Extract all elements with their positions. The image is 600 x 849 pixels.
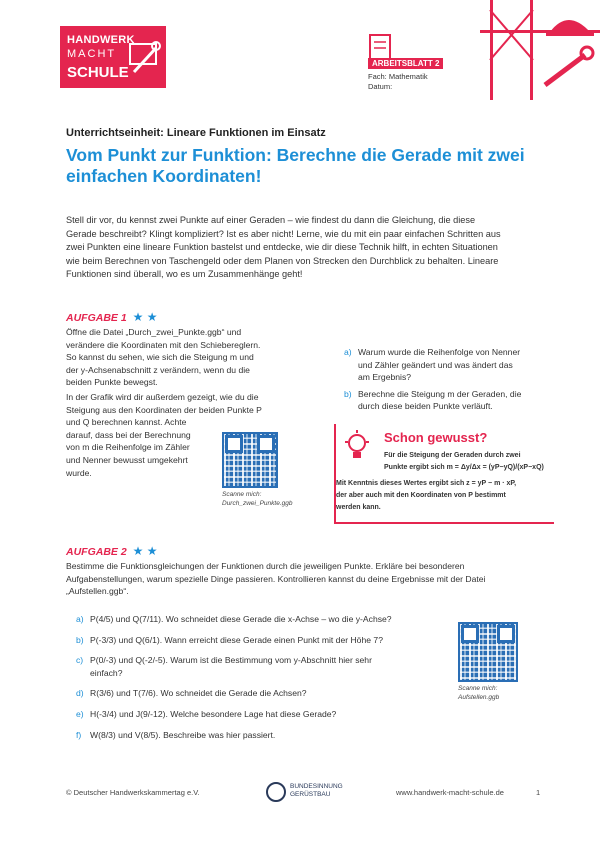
did-you-know-text — [384, 450, 552, 474]
qr-code-aufstellen[interactable] — [458, 622, 518, 682]
item-line: und Zähler geändert und was ändert das — [358, 359, 513, 370]
task1-line: Öffne die Datei „Durch_zwei_Punkte.ggb“ und — [66, 327, 242, 337]
item-letter: d) — [76, 688, 84, 699]
item-line: Berechne die Steigung m der Geraden, die — [358, 388, 522, 399]
unit-label: Unterrichtseinheit: Lineare Funktionen im Einsatz — [66, 127, 326, 139]
subject-field: Fach: Mathematik — [368, 72, 428, 81]
task1-heading — [66, 310, 157, 324]
item-line: Warum wurde die Reihenfolge von Nenner — [358, 347, 521, 357]
title-line-2: einfachen Koordinaten! — [66, 166, 262, 186]
item-letter: e) — [76, 708, 84, 719]
item-line: W(8/3) und V(8/5). Beschreibe was hier passiert. — [90, 729, 276, 740]
list-item — [344, 388, 564, 413]
item-letter: a) — [344, 347, 352, 357]
info-line: Für die Steigung der Geraden durch zwei — [384, 452, 521, 459]
star-icon: ★ ★ — [132, 310, 158, 324]
task2-heading — [66, 544, 157, 558]
ministry-logo-text — [290, 783, 343, 799]
task2-title: AUFGABE 2 — [66, 546, 127, 558]
task1-line: beiden Punkte bewegst. — [66, 377, 158, 388]
item-line: P(4/5) und Q(7/11). Wo schneidet diese Gerade die x-Achse – wo die y-Achse? — [90, 614, 392, 624]
lightbulb-icon — [344, 430, 370, 464]
title-line-1: Vom Punkt zur Funktion: Berechne die Gerade mit zwei — [66, 145, 525, 165]
task1-line: verändere die Koordinaten mit den Schiebereglern. — [66, 339, 261, 350]
qr-caption-line: Scanne mich: — [222, 491, 262, 498]
item-line: P(0/-3) und Q(-2/-5). Warum ist die Bestimmung vom y-Abschnitt hier sehr — [90, 655, 372, 666]
page-title — [66, 145, 566, 187]
task2-intro-line: Aufgabenstellungen, warum spezielle Dinge passieren. Kontrollieren kannst du deine Ergebnisse mit der Datei — [66, 573, 486, 584]
list-item — [76, 687, 456, 700]
list-item — [76, 634, 456, 647]
task1-line: In der Grafik wird dir außerdem gezeigt, wie du die — [66, 391, 259, 402]
task1-line: von m die Reihenfolge im Zähler — [66, 442, 190, 453]
brand-logo — [60, 26, 166, 88]
qr-caption — [222, 490, 292, 508]
intro-line: zwei Punkten eine lineare Funktion bastelst und entdecke, wie dir diese Technik hilft, in echten Situationen — [66, 242, 498, 252]
footer-website-link[interactable]: www.handwerk-macht-schule.de — [396, 788, 504, 797]
task2-intro-line: „Aufstellen.ggb“. — [66, 586, 129, 597]
logo-line-3: SCHULE — [67, 64, 129, 81]
task1-line: wurde. — [66, 467, 92, 478]
did-you-know-title: Schon gewusst? — [384, 430, 488, 445]
item-letter: c) — [76, 655, 84, 666]
task1-line: darauf, dass bei der Berechnung — [66, 429, 191, 440]
ministry-line: GERÜSTBAU — [290, 791, 331, 798]
logo-line-1: HANDWERK — [67, 34, 135, 46]
intro-line: wie beim Berechnen von Taschengeld oder dem Planen von Strecken den Durchblick zu behalten. Lineare — [66, 255, 499, 266]
info-line: werden kann. — [336, 504, 381, 511]
item-line: R(3/6) und T(7/6). Wo schneidet die Gerade die Achsen? — [90, 688, 307, 699]
intro-line: Stell dir vor, du kennst zwei Punkte auf einer Geraden – wie findest du dann die Gleichung, die diese — [66, 215, 476, 225]
qr-caption — [458, 684, 499, 702]
info-line: der aber auch mit den Koordinaten von P bestimmt — [336, 492, 506, 499]
task1-questions — [344, 346, 564, 413]
item-letter: b) — [344, 388, 352, 399]
intro-line: Gerade beschreibt? Klingt kompliziert? Ist es aber nicht! Lerne, wie du mit ein paar einfachen Schritten aus — [66, 228, 501, 239]
ministry-seal-icon — [266, 782, 286, 802]
qr-caption-line: Aufstellen.ggb — [458, 694, 500, 701]
task1-title: AUFGABE 1 — [66, 312, 127, 324]
task1-line: So kannst du sehen, wie sich die Steigung m und — [66, 352, 254, 363]
task1-line: und Q berechnen kannst. Achte — [66, 417, 187, 428]
list-item — [76, 613, 456, 626]
page-number: 1 — [536, 788, 541, 797]
did-you-know-text-2 — [336, 478, 552, 514]
did-you-know-box — [334, 424, 554, 524]
list-item — [76, 729, 456, 742]
info-line: Punkte ergibt sich m = Δy/Δx = (yP−yQ)/(xP−xQ) — [384, 464, 544, 471]
item-letter: a) — [76, 614, 84, 624]
item-letter: f) — [76, 729, 82, 740]
list-item — [76, 654, 456, 679]
date-field: Datum: — [368, 82, 393, 91]
task1-line: der y-Achsenabschnitt z verändern, wenn du die — [66, 364, 250, 375]
item-line: einfach? — [90, 667, 123, 678]
item-line: P(-3/3) und Q(6/1). Wann erreicht diese Gerade einen Punkt mit der Höhe 7? — [90, 634, 383, 645]
ministry-line: BUNDESINNUNG — [290, 783, 343, 790]
list-item — [344, 346, 564, 384]
item-letter: b) — [76, 634, 84, 645]
intro-paragraph — [66, 214, 556, 282]
task2-items — [76, 613, 456, 749]
star-icon: ★ ★ — [132, 544, 158, 558]
item-line: am Ergebnis? — [358, 372, 412, 383]
item-line: durch diese beiden Punkte verläuft. — [358, 401, 493, 412]
list-item — [76, 708, 456, 721]
tools-icon — [126, 38, 162, 78]
qr-caption-line: Durch_zwei_Punkte.ggb — [222, 500, 293, 507]
task2-intro — [66, 560, 556, 598]
worksheet-label: ARBEITSBLATT 2 — [368, 58, 443, 69]
footer-copyright: © Deutscher Handwerkskammertag e.V. — [66, 788, 200, 797]
logo-line-2: MACHT — [67, 48, 117, 60]
qr-caption-line: Scanne mich: — [458, 685, 498, 692]
qr-code-durch-zwei-punkte[interactable] — [222, 432, 278, 488]
intro-line: Funktionen sind überall, wo es um Zusammenhänge geht! — [66, 269, 303, 279]
info-line: Mit Kenntnis dieses Wertes ergibt sich z = yP − m · xP, — [336, 480, 517, 487]
task1-line: Steigung aus den Koordinaten der beiden Punkte P — [66, 404, 262, 415]
task1-line: und Nenner bewusst umgekehrt — [66, 454, 188, 465]
item-line: H(-3/4) und J(9/-12). Welche besondere Lage hat diese Gerade? — [90, 708, 337, 719]
task2-intro-line: Bestimme die Funktionsgleichungen der Funktionen durch die jeweiligen Punkte. Erkläre bei besonderen — [66, 561, 465, 571]
